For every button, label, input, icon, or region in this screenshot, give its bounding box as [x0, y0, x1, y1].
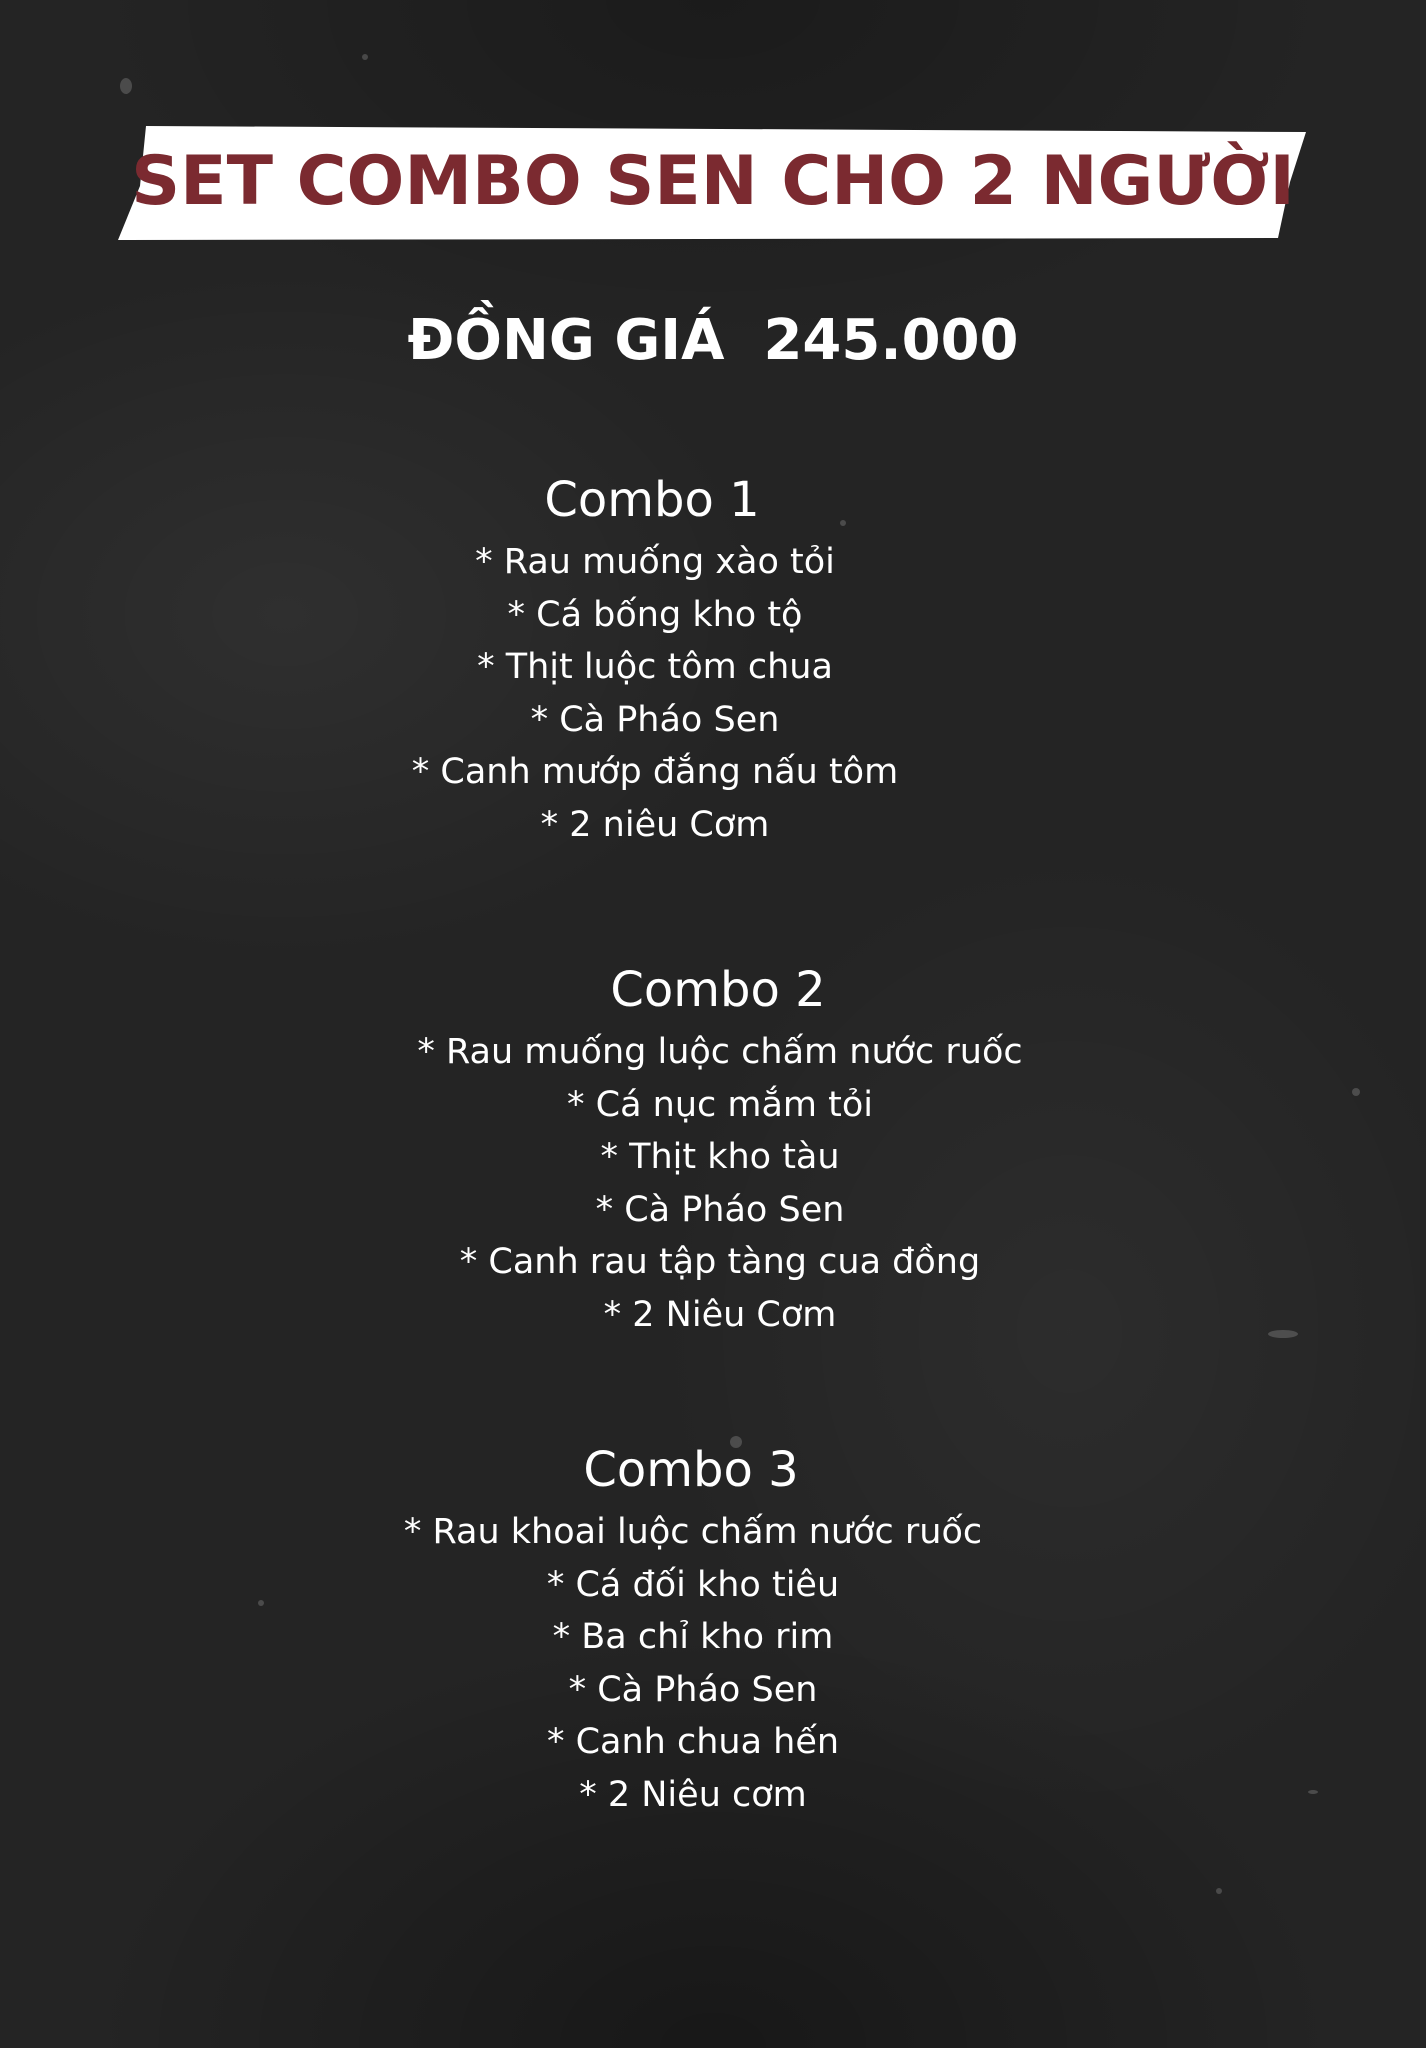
combo-item: * Cà Pháo Sen — [595, 1189, 845, 1230]
menu-title: SET COMBO SEN CHO 2 NGƯỜI — [131, 142, 1295, 221]
combo-title: Combo 2 — [610, 962, 826, 1018]
combo-title: Combo 1 — [544, 472, 760, 528]
chalk-speck — [1216, 1888, 1222, 1894]
combo-item: * Cá đối kho tiêu — [546, 1564, 840, 1605]
combo-item: * Ba chỉ kho rim — [552, 1617, 834, 1657]
price-label: ĐỒNG GIÁ 245.000 — [407, 308, 1019, 373]
chalk-speck — [120, 78, 132, 94]
combo-title: Combo 3 — [583, 1442, 799, 1498]
combo-item-list — [320, 1026, 1120, 1341]
combo-item: * 2 Niêu Cơm — [603, 1294, 837, 1335]
combo-item: * Canh mướp đắng nấu tôm — [411, 752, 899, 792]
combo-item: * Thịt luộc tôm chua — [477, 647, 833, 687]
combo-item: * Thịt kho tàu — [600, 1137, 840, 1177]
combo-item: * 2 Niêu cơm — [579, 1774, 807, 1815]
chalk-speck — [258, 1600, 264, 1606]
chalk-speck — [1352, 1088, 1360, 1096]
combo-item: * Rau khoai luộc chấm nước ruốc — [403, 1512, 983, 1552]
chalk-speck — [362, 54, 368, 60]
combo-item: * 2 niêu Cơm — [540, 804, 770, 845]
chalk-speck — [1268, 1330, 1298, 1338]
combo-item: * Canh rau tập tàng cua đồng — [459, 1242, 981, 1282]
combo-item: * Cà Pháo Sen — [530, 699, 780, 740]
combo-item: * Cá bống kho tộ — [507, 594, 803, 635]
combo-item: * Canh chua hến — [546, 1722, 840, 1762]
combo-item: * Cà Pháo Sen — [568, 1669, 818, 1710]
title-banner — [118, 126, 1308, 240]
combo-item-list — [293, 1506, 1093, 1821]
combo-item-list — [255, 536, 1055, 851]
combo-item: * Rau muống luộc chấm nước ruốc — [417, 1032, 1023, 1072]
combo-item: * Cá nục mắm tỏi — [567, 1084, 873, 1125]
combo-item: * Rau muống xào tỏi — [475, 542, 835, 582]
chalk-speck — [1308, 1790, 1318, 1794]
